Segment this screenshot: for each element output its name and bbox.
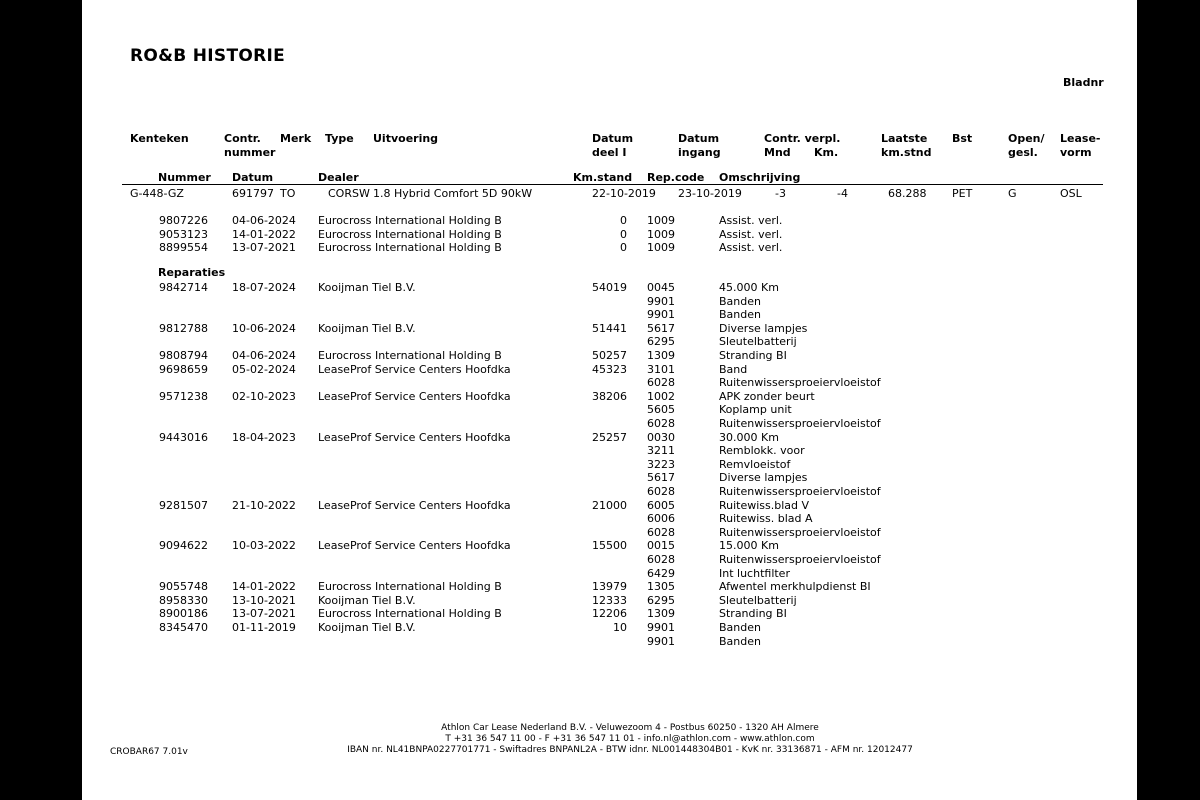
table-row [82,335,1137,348]
cell-omschrijving: Ruitewiss.blad V [719,498,810,512]
cell-dealer: Eurocross International Holding B [318,214,502,227]
cell-datum: 18-07-2024 [232,281,296,294]
section-label-reparaties: Reparaties [158,266,226,279]
cell-repcode: 6005 [647,498,675,512]
cell-repcode: 5617 [647,321,675,335]
cell-omschrijving: Ruitenwissersproeiervloeistof [719,376,881,390]
cell-nummer: 8899554 [159,241,208,255]
cell-nummer: 9812788 [159,321,208,335]
table-row [82,295,1137,308]
cell-kmstand: 21000 [592,498,627,512]
cell-kmstand: 45323 [592,362,627,376]
cell-nummer: 8958330 [159,593,208,607]
cell-mnd: -3 [775,187,786,200]
col-header-omschrijving: Omschrijving [719,171,801,184]
cell-dealer: Kooijman Tiel B.V. [318,281,416,294]
cell-kmstand: 51441 [592,321,627,335]
cell-repcode: 6295 [647,335,675,349]
cell-datum: 13-07-2021 [232,607,296,621]
col-header-datum-ingang-2: ingang [678,146,721,159]
cell-repcode: 3101 [647,362,675,376]
cell-repcode: 1009 [647,227,675,241]
col-header-lease-2: vorm [1060,146,1092,159]
cell-datum: 02-10-2023 [232,389,296,403]
footer-contact-line: T +31 36 547 11 00 - F +31 36 547 11 01 - info.nl@athlon.com - www.athlon.com [445,734,815,744]
table-row [82,417,1137,430]
col-header-bst: Bst [952,132,973,145]
cell-datum: 01-11-2019 [232,621,296,634]
table-row [82,499,1137,512]
cell-nummer: 9094622 [159,539,208,553]
cell-omschrijving: Ruitenwissersproeiervloeistof [719,417,881,430]
header-divider [122,184,1103,185]
col-header-mnd: Mnd [764,146,791,159]
cell-datumingang: 23-10-2019 [678,187,742,200]
cell-repcode: 6006 [647,512,675,526]
cell-dealer: Kooijman Tiel B.V. [318,593,416,607]
cell-omschrijving: APK zonder beurt [719,389,815,403]
cell-omschrijving: Koplamp unit [719,403,792,417]
cell-dealer: Kooijman Tiel B.V. [318,321,416,335]
report-page [82,0,1137,800]
cell-laatste: 68.288 [888,187,927,200]
cell-omschrijving: Stranding BI [719,607,787,621]
cell-datumdeel1: 22-10-2019 [592,187,656,200]
table-row [82,390,1137,403]
table-row [82,621,1137,634]
cell-repcode: 0015 [647,539,675,553]
cell-repcode: 6028 [647,376,675,390]
cell-omschrijving: Banden [719,634,761,648]
cell-leasevorm: OSL [1060,187,1082,200]
table-row [82,214,1137,227]
cell-nummer: 9281507 [159,498,208,512]
col-header-dealer: Dealer [318,171,359,184]
cell-datum: 10-06-2024 [232,321,296,335]
cell-datum: 04-06-2024 [232,349,296,362]
cell-datum: 18-04-2023 [232,430,296,444]
cell-dealer: Eurocross International Holding B [318,241,502,255]
table-row [82,594,1137,607]
cell-repcode: 1002 [647,389,675,403]
cell-datum: 14-01-2022 [232,227,296,241]
table-row [82,580,1137,593]
table-row [82,526,1137,539]
cell-omschrijving: Remvloeistof [719,457,791,471]
cell-datum: 21-10-2022 [232,498,296,512]
cell-omschrijving: 15.000 Km [719,539,779,553]
col-header-lease-1: Lease- [1060,132,1101,145]
cell-omschrijving: Banden [719,308,761,322]
table-row [82,376,1137,389]
cell-datum: 10-03-2022 [232,539,296,553]
cell-datum: 05-02-2024 [232,362,296,376]
cell-nummer: 9443016 [159,430,208,444]
cell-datum: 14-01-2022 [232,580,296,594]
col-header-nummer: Nummer [158,171,211,184]
cell-dealer: Eurocross International Holding B [318,349,502,362]
cell-kmstand: 54019 [592,281,627,294]
cell-kmstand: 38206 [592,389,627,403]
col-header-laatste-2: km.stnd [881,146,932,159]
cell-contrnummer: 691797 [232,187,274,200]
cell-datum: 13-10-2021 [232,593,296,607]
table-row [82,444,1137,457]
cell-omschrijving: 30.000 Km [719,430,779,444]
cell-omschrijving: Diverse lampjes [719,321,808,335]
cell-repcode: 6429 [647,566,675,580]
col-header-merk: Merk [280,132,312,145]
table-row [82,512,1137,525]
cell-omschrijving: Ruitewiss. blad A [719,512,813,526]
cell-nummer: 9571238 [159,389,208,403]
cell-kmstand: 0 [620,241,627,255]
col-header-datum-deel-1: Datum [592,132,634,145]
col-header-kenteken: Kenteken [130,132,189,145]
page-title: RO&B HISTORIE [130,46,286,66]
table-row [82,349,1137,362]
cell-kmstand: 15500 [592,539,627,553]
cell-dealer: Eurocross International Holding B [318,580,502,594]
cell-kmstand: 50257 [592,349,627,362]
cell-omschrijving: Stranding BI [719,349,787,362]
cell-repcode: 1309 [647,349,675,362]
cell-repcode: 6028 [647,553,675,566]
footer-address-line: Athlon Car Lease Nederland B.V. - Veluwezoom 4 - Postbus 60250 - 1320 AH Almere [441,723,819,733]
cell-nummer: 8345470 [159,621,208,634]
table-row [82,228,1137,241]
col-header-contr-verpl: Contr. verpl. [764,132,841,145]
cell-nummer: 9055748 [159,580,208,594]
cell-repcode: 1009 [647,241,675,255]
cell-bst: PET [952,187,973,200]
cell-dealer: LeaseProf Service Centers Hoofdka [318,498,511,512]
cell-dealer: LeaseProf Service Centers Hoofdka [318,362,511,376]
program-version: CROBAR67 7.01v [110,747,188,757]
cell-omschrijving: Diverse lampjes [719,471,808,485]
cell-repcode: 6295 [647,593,675,607]
col-header-contr-2: nummer [224,146,276,159]
col-header-open-2: gesl. [1008,146,1038,159]
cell-uitvoering: 1.8 Hybrid Comfort 5D 90kW [373,187,533,200]
table-row [82,485,1137,498]
cell-repcode: 9901 [647,634,675,648]
cell-repcode: 1305 [647,580,675,594]
cell-repcode: 1309 [647,607,675,621]
cell-repcode: 6028 [647,417,675,430]
cell-omschrijving: Afwentel merkhulpdienst BI [719,580,871,594]
cell-repcode: 5605 [647,403,675,417]
col-header-datum-deel-2: deel I [592,146,627,159]
cell-repcode: 3211 [647,444,675,458]
cell-repcode: 1009 [647,214,675,227]
cell-dealer: LeaseProf Service Centers Hoofdka [318,430,511,444]
cell-repcode: 5617 [647,471,675,485]
cell-omschrijving: Int luchtfilter [719,566,790,580]
cell-nummer: 9808794 [159,349,208,362]
col-header-type: Type [325,132,354,145]
table-row [82,308,1137,321]
col-header-open-1: Open/ [1008,132,1045,145]
cell-omschrijving: Banden [719,621,761,634]
col-header-datum-ingang-1: Datum [678,132,720,145]
cell-dealer: Kooijman Tiel B.V. [318,621,416,634]
cell-omschrijving: Sleutelbatterij [719,593,797,607]
cell-kmstand: 25257 [592,430,627,444]
table-row [82,567,1137,580]
col-header-repcode: Rep.code [647,171,705,184]
table-row [82,635,1137,648]
cell-omschrijving: Sleutelbatterij [719,335,797,349]
footer-registration-line: IBAN nr. NL41BNPA0227701771 - Swiftadres BNPANL2A - BTW idnr. NL001448304B01 - KvK nr. 33136871 - AFM nr. 12012477 [347,745,913,755]
cell-kmstand: 10 [613,621,627,634]
cell-omschrijving: Ruitenwissersproeiervloeistof [719,485,881,498]
cell-dealer: LeaseProf Service Centers Hoofdka [318,539,511,553]
cell-omschrijving: Assist. verl. [719,241,783,255]
cell-repcode: 0030 [647,430,675,444]
cell-repcode: 6028 [647,525,675,539]
cell-omschrijving: Banden [719,294,761,308]
cell-nummer: 9842714 [159,281,208,294]
cell-dealer: Eurocross International Holding B [318,227,502,241]
cell-kmstand: 12333 [592,593,627,607]
table-row [82,431,1137,444]
table-row [82,241,1137,254]
cell-merk: TO [280,187,296,200]
cell-nummer: 8900186 [159,607,208,621]
table-row [82,322,1137,335]
col-header-kmstand: Km.stand [573,171,633,184]
col-header-km: Km. [814,146,839,159]
cell-kmverpl: -4 [837,187,848,200]
cell-kmstand: 0 [620,227,627,241]
footer [122,723,1138,756]
cell-dealer: LeaseProf Service Centers Hoofdka [318,389,511,403]
cell-omschrijving: 45.000 Km [719,281,779,294]
cell-dealer: Eurocross International Holding B [318,607,502,621]
cell-type: CORSW [328,187,370,200]
cell-datum: 13-07-2021 [232,241,296,255]
table-row [82,539,1137,552]
cell-opengesl: G [1008,187,1017,200]
cell-kmstand: 0 [620,214,627,227]
cell-nummer: 9698659 [159,362,208,376]
table-row [82,458,1137,471]
cell-repcode: 9901 [647,294,675,308]
table-row [82,363,1137,376]
cell-omschrijving: Ruitenwissersproeiervloeistof [719,553,881,566]
cell-repcode: 0045 [647,281,675,294]
col-header-uitvoering: Uitvoering [373,132,439,145]
table-row [82,607,1137,620]
cell-nummer: 9807226 [159,214,208,227]
cell-kmstand: 12206 [592,607,627,621]
table-row [82,471,1137,484]
table-row [82,403,1137,416]
cell-kmstand: 13979 [592,580,627,594]
cell-kenteken: G-448-GZ [130,187,184,200]
table-row [82,553,1137,566]
cell-omschrijving: Assist. verl. [719,227,783,241]
col-header-contr-1: Contr. [224,132,261,145]
cell-nummer: 9053123 [159,227,208,241]
col-header-datum: Datum [232,171,274,184]
table-row [82,187,1137,200]
cell-repcode: 9901 [647,621,675,634]
cell-omschrijving: Ruitenwissersproeiervloeistof [719,525,881,539]
cell-omschrijving: Assist. verl. [719,214,783,227]
col-header-laatste-1: Laatste [881,132,928,145]
cell-datum: 04-06-2024 [232,214,296,227]
bladnr-label: Bladnr [1063,76,1104,89]
cell-omschrijving: Remblokk. voor [719,444,805,458]
cell-repcode: 3223 [647,457,675,471]
cell-omschrijving: Band [719,362,748,376]
cell-repcode: 9901 [647,308,675,322]
cell-repcode: 6028 [647,485,675,498]
table-row [82,281,1137,294]
